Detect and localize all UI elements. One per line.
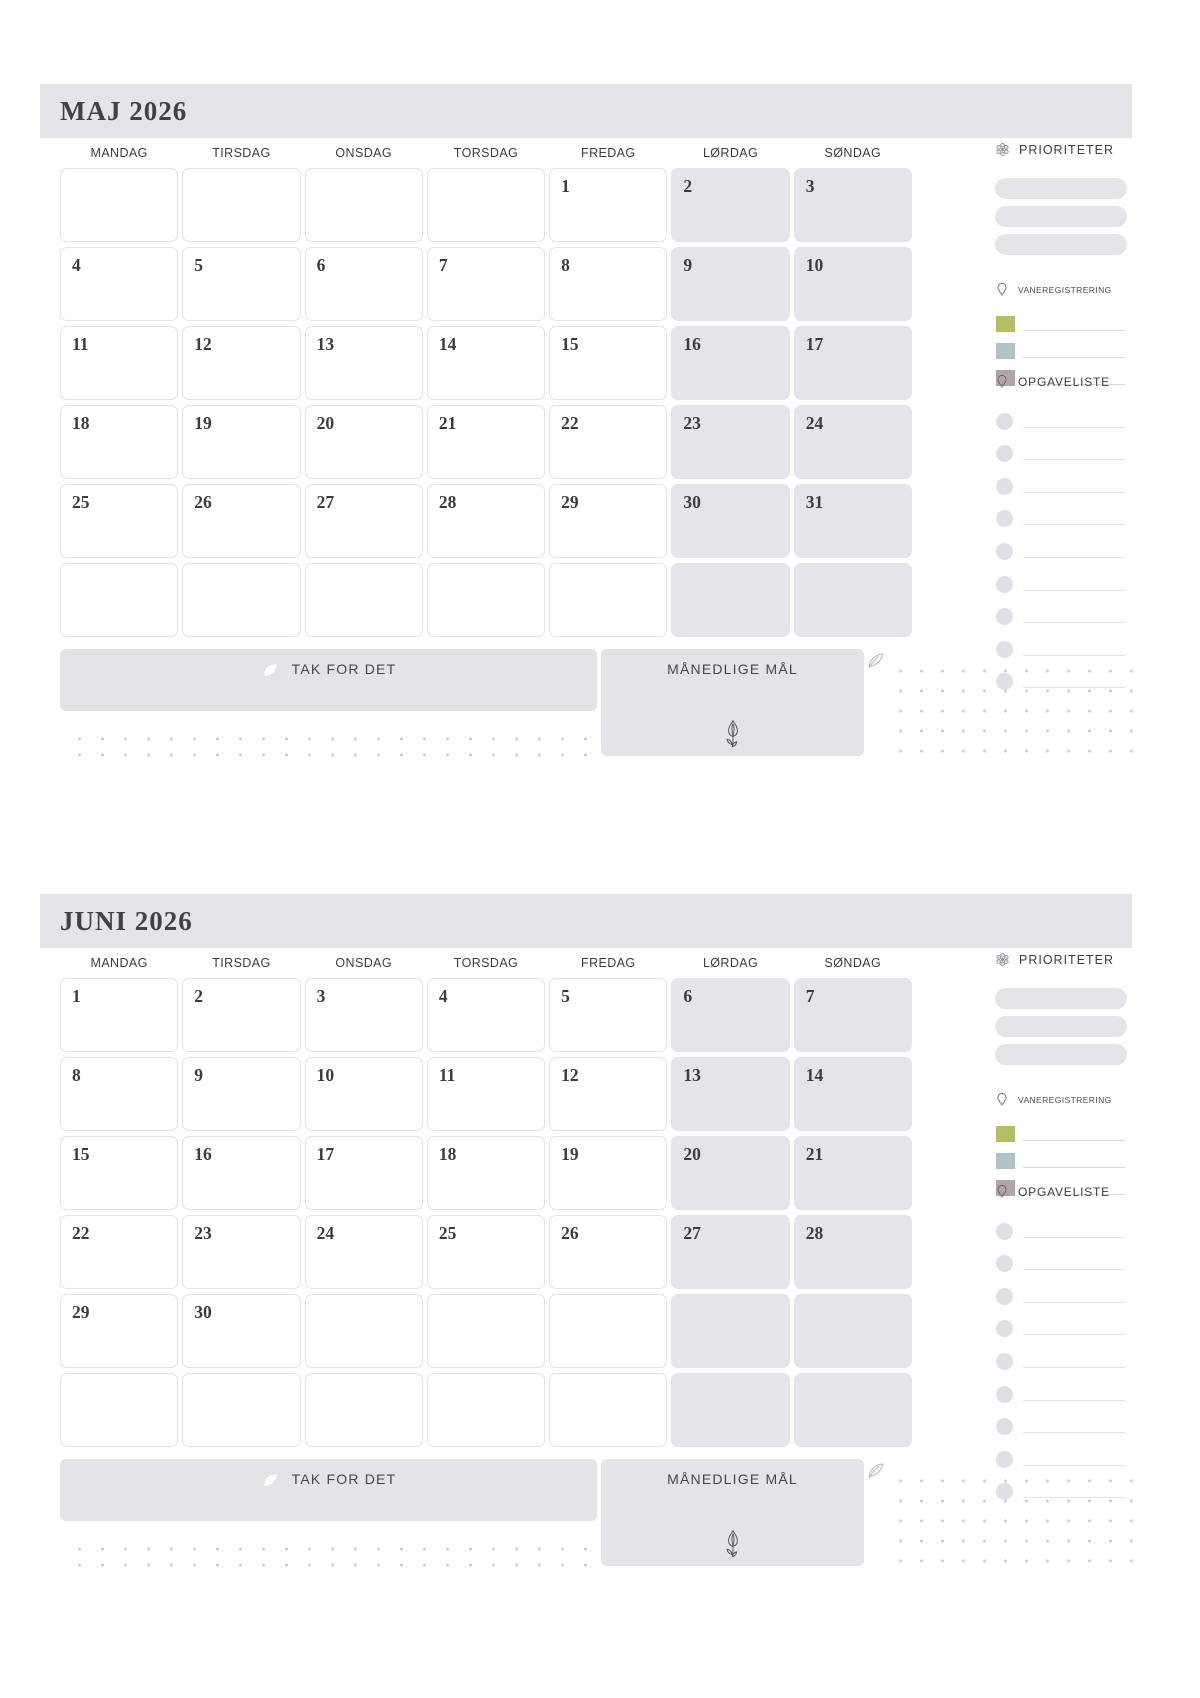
goals-label: MÅNEDLIGE MÅL xyxy=(667,1471,798,1487)
task-row[interactable] xyxy=(995,498,1127,531)
tulip-icon xyxy=(722,1528,744,1560)
day-number: 11 xyxy=(72,334,89,354)
day-cell[interactable] xyxy=(427,978,545,1052)
day-number: 20 xyxy=(316,413,335,433)
day-number: 10 xyxy=(805,255,824,275)
task-row[interactable] xyxy=(995,1308,1127,1341)
day-cell[interactable] xyxy=(305,1057,423,1131)
day-number: 6 xyxy=(683,986,693,1006)
day-cell[interactable] xyxy=(60,1057,178,1131)
day-cell[interactable] xyxy=(427,1136,545,1210)
dot-grid xyxy=(884,1463,1136,1567)
day-cell[interactable] xyxy=(671,563,789,637)
day-number: 13 xyxy=(683,1065,701,1085)
lightbulb-icon xyxy=(995,1184,1009,1199)
priority-slot[interactable] xyxy=(995,1016,1127,1037)
day-number: 28 xyxy=(438,492,457,512)
day-cell[interactable] xyxy=(427,484,545,558)
weekday-label: LØRDAG xyxy=(702,956,759,970)
quill-icon xyxy=(866,651,886,671)
weekday-label: SØNDAG xyxy=(824,956,882,970)
task-row[interactable] xyxy=(995,530,1127,563)
task-bullet[interactable] xyxy=(996,1418,1013,1435)
day-cell[interactable] xyxy=(305,1136,423,1210)
priority-slots xyxy=(995,988,1127,1072)
day-number: 25 xyxy=(72,492,90,512)
day-number: 8 xyxy=(72,1065,81,1085)
day-cell[interactable] xyxy=(794,484,912,558)
task-row[interactable] xyxy=(995,400,1127,433)
day-cell[interactable] xyxy=(427,326,545,400)
lightbulb-icon xyxy=(995,374,1009,389)
priority-slot[interactable] xyxy=(995,234,1127,255)
priorities-label: PRIORITETER xyxy=(1019,952,1115,967)
day-number: 18 xyxy=(72,413,90,433)
month-block-may xyxy=(0,84,1200,784)
day-number: 1 xyxy=(561,176,570,196)
day-number: 12 xyxy=(561,1065,579,1085)
day-cell[interactable] xyxy=(60,484,178,558)
habits-label: VANEREGISTRERING xyxy=(1018,1094,1112,1105)
day-number: 3 xyxy=(805,176,815,196)
habit-row[interactable] xyxy=(995,1143,1127,1170)
task-row[interactable] xyxy=(995,1373,1127,1406)
day-number: 25 xyxy=(438,1223,457,1243)
day-number: 24 xyxy=(316,1223,335,1243)
day-cell[interactable] xyxy=(427,168,545,242)
habit-write-line[interactable] xyxy=(1023,357,1125,358)
task-bullet[interactable] xyxy=(996,1288,1013,1305)
day-cell[interactable] xyxy=(60,326,178,400)
day-cell[interactable] xyxy=(549,326,667,400)
day-cell[interactable] xyxy=(182,247,300,321)
task-rows xyxy=(995,1210,1127,1503)
day-cell[interactable] xyxy=(671,326,789,400)
task-bullet[interactable] xyxy=(996,413,1013,430)
task-write-line[interactable] xyxy=(1023,1302,1125,1303)
day-cell[interactable] xyxy=(794,563,912,637)
day-cell[interactable] xyxy=(305,247,423,321)
day-number: 4 xyxy=(438,986,448,1006)
day-cell[interactable] xyxy=(549,563,667,637)
task-bullet[interactable] xyxy=(996,608,1013,625)
day-cell[interactable] xyxy=(427,1373,545,1447)
day-number: 16 xyxy=(194,1144,212,1164)
tasks-header xyxy=(995,1184,1110,1199)
day-cell[interactable] xyxy=(60,1373,178,1447)
day-number: 1 xyxy=(72,986,81,1006)
day-cell[interactable] xyxy=(182,1215,300,1289)
day-number: 19 xyxy=(561,1144,579,1164)
task-write-line[interactable] xyxy=(1023,492,1125,493)
day-cell[interactable] xyxy=(794,1294,912,1368)
task-write-line[interactable] xyxy=(1023,1432,1125,1433)
priorities-header xyxy=(995,952,1114,967)
day-cell[interactable] xyxy=(182,405,300,479)
day-cell[interactable] xyxy=(305,1373,423,1447)
day-cell[interactable] xyxy=(427,1215,545,1289)
weekday-label: TORSDAG xyxy=(453,146,519,160)
weekday-label: FREDAG xyxy=(581,956,636,970)
task-bullet[interactable] xyxy=(996,478,1013,495)
day-cell[interactable] xyxy=(549,247,667,321)
day-cell[interactable] xyxy=(427,1057,545,1131)
day-number: 17 xyxy=(316,1144,335,1164)
day-cell[interactable] xyxy=(305,326,423,400)
task-bullet[interactable] xyxy=(996,1320,1013,1337)
day-cell[interactable] xyxy=(671,1057,789,1131)
month-title: JUNI 2026 xyxy=(60,905,193,936)
weekday-row xyxy=(60,956,912,970)
habit-write-line[interactable] xyxy=(1023,1140,1125,1141)
day-number: 3 xyxy=(316,986,326,1006)
day-cell[interactable] xyxy=(305,1294,423,1368)
day-number: 11 xyxy=(438,1065,456,1085)
task-row[interactable] xyxy=(995,1406,1127,1439)
priority-slot[interactable] xyxy=(995,1044,1127,1065)
day-cell[interactable] xyxy=(60,1136,178,1210)
habit-color-swatch xyxy=(996,316,1015,332)
day-grid xyxy=(60,978,912,1447)
gratitude-box[interactable] xyxy=(60,649,597,711)
day-number: 22 xyxy=(561,413,579,433)
day-cell[interactable] xyxy=(182,168,300,242)
task-bullet[interactable] xyxy=(996,1255,1013,1272)
day-cell[interactable] xyxy=(794,168,912,242)
day-cell[interactable] xyxy=(60,405,178,479)
day-cell[interactable] xyxy=(182,326,300,400)
goals-box[interactable] xyxy=(601,1459,864,1566)
day-number: 26 xyxy=(561,1223,579,1243)
day-number: 10 xyxy=(316,1065,335,1085)
dot-grid xyxy=(884,653,1136,757)
day-cell[interactable] xyxy=(794,978,912,1052)
gratitude-box[interactable] xyxy=(60,1459,597,1521)
day-number: 18 xyxy=(438,1144,457,1164)
day-number: 2 xyxy=(683,176,693,196)
weekday-label: FREDAG xyxy=(581,146,636,160)
day-number: 5 xyxy=(194,255,204,275)
month-block-june xyxy=(0,894,1200,1594)
day-number: 17 xyxy=(805,334,824,354)
day-number: 28 xyxy=(805,1223,824,1243)
day-number: 9 xyxy=(194,1065,204,1085)
day-number: 21 xyxy=(805,1144,824,1164)
day-cell[interactable] xyxy=(671,1294,789,1368)
priorities-header xyxy=(995,142,1114,157)
leaf-icon xyxy=(261,1471,280,1490)
day-cell[interactable] xyxy=(182,484,300,558)
day-cell[interactable] xyxy=(549,1373,667,1447)
weekday-row xyxy=(60,146,912,160)
day-cell[interactable] xyxy=(60,978,178,1052)
day-number: 30 xyxy=(683,492,701,512)
day-cell[interactable] xyxy=(60,563,178,637)
day-cell[interactable] xyxy=(427,1294,545,1368)
day-cell[interactable] xyxy=(305,405,423,479)
habit-color-swatch xyxy=(996,1153,1015,1169)
day-number: 16 xyxy=(683,334,701,354)
habits-header xyxy=(995,282,1112,297)
habit-write-line[interactable] xyxy=(1023,1167,1125,1168)
quill-icon xyxy=(866,1461,886,1481)
day-cell[interactable] xyxy=(794,405,912,479)
habit-row[interactable] xyxy=(995,1116,1127,1143)
day-cell[interactable] xyxy=(305,563,423,637)
day-number: 21 xyxy=(438,413,457,433)
day-cell[interactable] xyxy=(182,1136,300,1210)
day-number: 26 xyxy=(194,492,212,512)
day-number: 15 xyxy=(72,1144,90,1164)
day-cell[interactable] xyxy=(549,405,667,479)
priority-slot[interactable] xyxy=(995,178,1127,199)
day-number: 4 xyxy=(72,255,81,275)
day-cell[interactable] xyxy=(427,405,545,479)
day-cell[interactable] xyxy=(549,1215,667,1289)
habits-label: VANEREGISTRERING xyxy=(1018,284,1112,295)
priorities-label: PRIORITETER xyxy=(1019,142,1115,157)
day-cell[interactable] xyxy=(60,1215,178,1289)
tasks-label: OPGAVELISTE xyxy=(1018,1184,1110,1199)
task-write-line[interactable] xyxy=(1023,427,1125,428)
day-number: 20 xyxy=(683,1144,701,1164)
task-write-line[interactable] xyxy=(1023,590,1125,591)
task-bullet[interactable] xyxy=(996,543,1013,560)
day-number: 2 xyxy=(194,986,204,1006)
day-cell[interactable] xyxy=(671,1215,789,1289)
day-cell[interactable] xyxy=(794,1373,912,1447)
day-cell[interactable] xyxy=(671,1373,789,1447)
habits-header xyxy=(995,1092,1112,1107)
day-number: 22 xyxy=(72,1223,90,1243)
day-cell[interactable] xyxy=(671,247,789,321)
task-row[interactable] xyxy=(995,433,1127,466)
task-write-line[interactable] xyxy=(1023,1367,1125,1368)
goals-box[interactable] xyxy=(601,649,864,756)
day-number: 23 xyxy=(683,413,701,433)
day-cell[interactable] xyxy=(794,1215,912,1289)
task-write-line[interactable] xyxy=(1023,622,1125,623)
habit-color-swatch xyxy=(996,343,1015,359)
weekday-label: MANDAG xyxy=(90,956,148,970)
gratitude-label: TAK FOR DET xyxy=(291,661,397,677)
day-number: 14 xyxy=(805,1065,824,1085)
tasks-header xyxy=(995,374,1110,389)
habit-write-line[interactable] xyxy=(1023,330,1125,331)
goals-label: MÅNEDLIGE MÅL xyxy=(667,661,798,677)
day-cell[interactable] xyxy=(549,1057,667,1131)
habit-row[interactable] xyxy=(995,333,1127,360)
day-number: 12 xyxy=(194,334,212,354)
task-row[interactable] xyxy=(995,1275,1127,1308)
weekday-label: SØNDAG xyxy=(824,146,882,160)
day-number: 27 xyxy=(683,1223,701,1243)
day-cell[interactable] xyxy=(794,247,912,321)
day-number: 24 xyxy=(805,413,824,433)
day-cell[interactable] xyxy=(671,484,789,558)
day-cell[interactable] xyxy=(182,1373,300,1447)
month-title-bar xyxy=(40,84,1132,138)
task-write-line[interactable] xyxy=(1023,557,1125,558)
habit-row[interactable] xyxy=(995,306,1127,333)
day-number: 9 xyxy=(683,255,693,275)
task-bullet[interactable] xyxy=(996,1223,1013,1240)
day-cell[interactable] xyxy=(305,484,423,558)
day-cell[interactable] xyxy=(305,1215,423,1289)
day-cell[interactable] xyxy=(305,978,423,1052)
priority-slots xyxy=(995,178,1127,262)
task-row[interactable] xyxy=(995,1210,1127,1243)
day-cell[interactable] xyxy=(794,326,912,400)
day-number: 8 xyxy=(561,255,570,275)
day-number: 6 xyxy=(316,255,326,275)
lightbulb-icon xyxy=(995,282,1009,297)
priority-slot[interactable] xyxy=(995,988,1127,1009)
dot-grid xyxy=(64,1535,592,1571)
day-cell[interactable] xyxy=(427,563,545,637)
tasks-label: OPGAVELISTE xyxy=(1018,374,1110,389)
day-cell[interactable] xyxy=(60,168,178,242)
tulip-icon xyxy=(722,718,744,750)
month-title: MAJ 2026 xyxy=(60,95,188,126)
day-cell[interactable] xyxy=(549,168,667,242)
task-row[interactable] xyxy=(995,1243,1127,1276)
day-cell[interactable] xyxy=(794,1136,912,1210)
day-cell[interactable] xyxy=(182,978,300,1052)
leaf-icon xyxy=(261,661,280,680)
day-number: 19 xyxy=(194,413,212,433)
day-cell[interactable] xyxy=(549,484,667,558)
month-title-bar xyxy=(40,894,1132,948)
weekday-label: ONSDAG xyxy=(335,146,392,160)
weekday-label: LØRDAG xyxy=(702,146,759,160)
day-cell[interactable] xyxy=(671,168,789,242)
dot-grid xyxy=(64,725,592,761)
day-cell[interactable] xyxy=(427,247,545,321)
flower-icon xyxy=(995,952,1010,967)
task-bullet[interactable] xyxy=(996,1353,1013,1370)
task-write-line[interactable] xyxy=(1023,1400,1125,1401)
priority-slot[interactable] xyxy=(995,206,1127,227)
task-bullet[interactable] xyxy=(996,510,1013,527)
day-cell[interactable] xyxy=(549,1136,667,1210)
day-cell[interactable] xyxy=(182,1294,300,1368)
task-write-line[interactable] xyxy=(1023,524,1125,525)
task-write-line[interactable] xyxy=(1023,1334,1125,1335)
day-number: 29 xyxy=(561,492,579,512)
task-rows xyxy=(995,400,1127,693)
day-number: 14 xyxy=(438,334,457,354)
day-number: 23 xyxy=(194,1223,212,1243)
day-grid xyxy=(60,168,912,637)
day-number: 31 xyxy=(805,492,824,512)
day-cell[interactable] xyxy=(549,978,667,1052)
day-cell[interactable] xyxy=(182,1057,300,1131)
task-row[interactable] xyxy=(995,563,1127,596)
task-write-line[interactable] xyxy=(1023,1237,1125,1238)
day-cell[interactable] xyxy=(549,1294,667,1368)
day-cell[interactable] xyxy=(182,563,300,637)
day-number: 30 xyxy=(194,1302,212,1322)
weekday-label: TIRSDAG xyxy=(212,146,271,160)
day-cell[interactable] xyxy=(794,1057,912,1131)
weekday-label: ONSDAG xyxy=(335,956,392,970)
task-write-line[interactable] xyxy=(1023,1269,1125,1270)
day-cell[interactable] xyxy=(671,978,789,1052)
task-bullet[interactable] xyxy=(996,1386,1013,1403)
day-number: 7 xyxy=(805,986,815,1006)
flower-icon xyxy=(995,142,1010,157)
lightbulb-icon xyxy=(995,1092,1009,1107)
day-cell[interactable] xyxy=(305,168,423,242)
weekday-label: TORSDAG xyxy=(453,956,519,970)
day-cell[interactable] xyxy=(60,1294,178,1368)
day-number: 15 xyxy=(561,334,579,354)
task-row[interactable] xyxy=(995,596,1127,629)
day-number: 7 xyxy=(438,255,448,275)
day-cell[interactable] xyxy=(671,1136,789,1210)
gratitude-label: TAK FOR DET xyxy=(291,1471,397,1487)
day-cell[interactable] xyxy=(671,405,789,479)
day-number: 5 xyxy=(561,986,570,1006)
weekday-label: TIRSDAG xyxy=(212,956,271,970)
task-row[interactable] xyxy=(995,465,1127,498)
task-write-line[interactable] xyxy=(1023,459,1125,460)
task-bullet[interactable] xyxy=(996,576,1013,593)
day-cell[interactable] xyxy=(60,247,178,321)
day-number: 29 xyxy=(72,1302,90,1322)
weekday-label: MANDAG xyxy=(90,146,148,160)
day-number: 13 xyxy=(316,334,335,354)
day-number: 27 xyxy=(316,492,335,512)
task-row[interactable] xyxy=(995,1340,1127,1373)
task-bullet[interactable] xyxy=(996,445,1013,462)
habit-color-swatch xyxy=(996,1126,1015,1142)
